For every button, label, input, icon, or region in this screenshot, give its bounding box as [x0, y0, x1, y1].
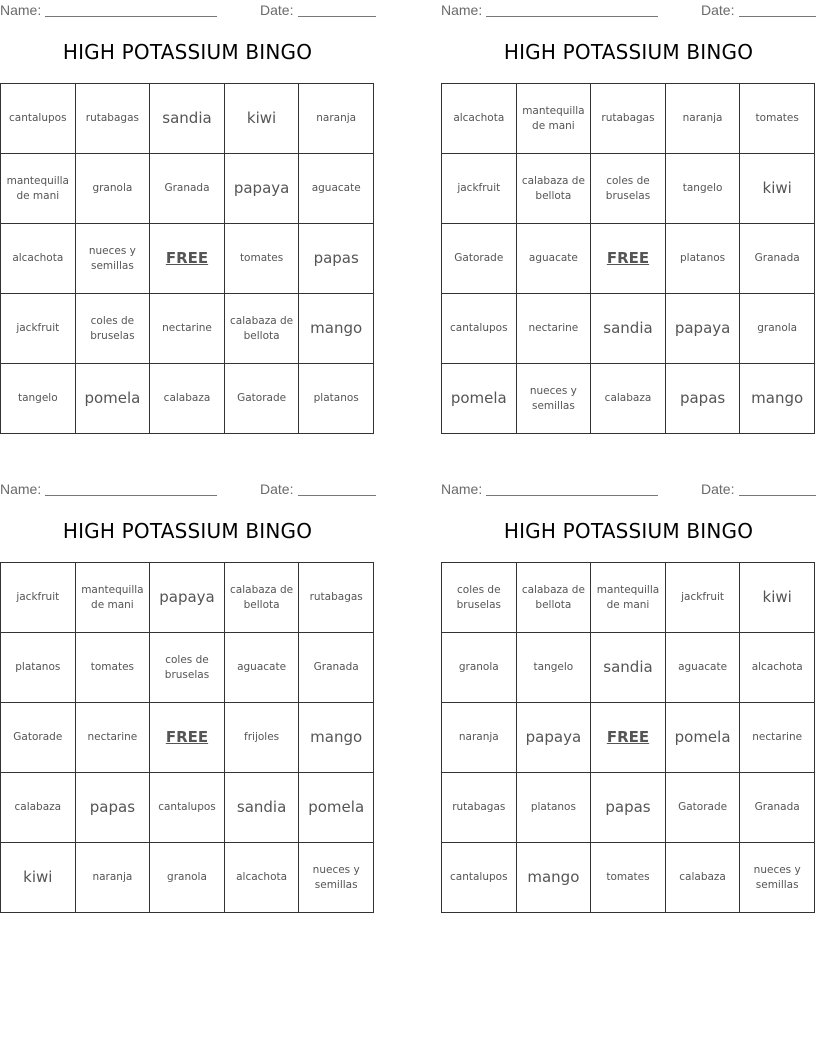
date-label: Date:: [260, 481, 294, 497]
bingo-cell: papas: [665, 364, 740, 434]
name-label: Name:: [441, 2, 483, 18]
card-header: [441, 479, 816, 501]
bingo-cell: nueces y semillas: [516, 364, 591, 434]
bingo-row: [1, 294, 374, 364]
bingo-cell: tomates: [75, 633, 150, 703]
bingo-cell: tangelo: [665, 154, 740, 224]
bingo-cell: jackfruit: [442, 154, 517, 224]
bingo-cell: coles de bruselas: [442, 563, 517, 633]
bingo-cell: mantequilla de mani: [1, 154, 76, 224]
bingo-cell: papas: [75, 773, 150, 843]
bingo-row: [1, 154, 374, 224]
free-space: FREE: [150, 224, 225, 294]
bingo-cell: cantalupos: [150, 773, 225, 843]
bingo-cell: aguacate: [665, 633, 740, 703]
bingo-cell: nectarine: [516, 294, 591, 364]
date-label: Date:: [701, 481, 735, 497]
bingo-cell: mantequilla de mani: [591, 563, 666, 633]
bingo-cell: kiwi: [1, 843, 76, 913]
bingo-cell: papaya: [665, 294, 740, 364]
bingo-cell: coles de bruselas: [75, 294, 150, 364]
card-title: HIGH POTASSIUM BINGO: [503, 519, 754, 543]
name-line: [45, 495, 217, 496]
bingo-cell: sandia: [224, 773, 299, 843]
bingo-cell: calabaza: [591, 364, 666, 434]
bingo-row: [1, 364, 374, 434]
bingo-cell: nueces y semillas: [75, 224, 150, 294]
bingo-cell: mango: [299, 294, 374, 364]
date-line: [739, 495, 816, 496]
bingo-cell: tomates: [740, 84, 815, 154]
bingo-cell: alcachota: [740, 633, 815, 703]
bingo-cell: alcachota: [1, 224, 76, 294]
bingo-cell: nueces y semillas: [740, 843, 815, 913]
bingo-cell: tangelo: [1, 364, 76, 434]
bingo-cell: pomela: [442, 364, 517, 434]
bingo-cell: papaya: [516, 703, 591, 773]
bingo-cell: cantalupos: [1, 84, 76, 154]
free-space: FREE: [591, 224, 666, 294]
bingo-card: [441, 479, 816, 919]
name-line: [486, 495, 658, 496]
bingo-cell: nectarine: [740, 703, 815, 773]
bingo-cell: papaya: [224, 154, 299, 224]
bingo-cell: calabaza de bellota: [224, 563, 299, 633]
bingo-cell: granola: [75, 154, 150, 224]
card-title: HIGH POTASSIUM BINGO: [62, 519, 313, 543]
bingo-cell: mango: [516, 843, 591, 913]
bingo-cell: Granada: [299, 633, 374, 703]
bingo-grid: [0, 83, 374, 434]
name-label: Name:: [0, 2, 42, 18]
bingo-row: [442, 154, 815, 224]
bingo-cell: naranja: [75, 843, 150, 913]
name-label: Name:: [441, 481, 483, 497]
bingo-cell: papas: [591, 773, 666, 843]
card-title: HIGH POTASSIUM BINGO: [503, 40, 754, 64]
bingo-row: [1, 563, 374, 633]
bingo-row: [442, 633, 815, 703]
bingo-cell: cantalupos: [442, 294, 517, 364]
bingo-cell: pomela: [75, 364, 150, 434]
bingo-cell: rutabagas: [591, 84, 666, 154]
bingo-cell: tomates: [591, 843, 666, 913]
bingo-cell: aguacate: [516, 224, 591, 294]
bingo-cell: mantequilla de mani: [516, 84, 591, 154]
bingo-cell: jackfruit: [1, 294, 76, 364]
bingo-cell: tomates: [224, 224, 299, 294]
bingo-row: [1, 843, 374, 913]
bingo-cell: nueces y semillas: [299, 843, 374, 913]
bingo-cell: Gatorade: [442, 224, 517, 294]
bingo-row: [442, 703, 815, 773]
bingo-cell: kiwi: [740, 154, 815, 224]
bingo-cell: coles de bruselas: [591, 154, 666, 224]
name-label: Name:: [0, 481, 42, 497]
bingo-cell: nectarine: [150, 294, 225, 364]
card-header: [0, 0, 375, 22]
bingo-cell: naranja: [442, 703, 517, 773]
bingo-cell: mantequilla de mani: [75, 563, 150, 633]
bingo-cell: nectarine: [75, 703, 150, 773]
bingo-cell: calabaza de bellota: [516, 154, 591, 224]
bingo-cell: kiwi: [740, 563, 815, 633]
bingo-cell: cantalupos: [442, 843, 517, 913]
bingo-cell: aguacate: [224, 633, 299, 703]
bingo-row: [442, 294, 815, 364]
bingo-cell: pomela: [299, 773, 374, 843]
bingo-cell: calabaza: [665, 843, 740, 913]
bingo-cell: mango: [740, 364, 815, 434]
bingo-row: [442, 364, 815, 434]
bingo-cell: sandia: [591, 294, 666, 364]
card-title: HIGH POTASSIUM BINGO: [62, 40, 313, 64]
card-header: [441, 0, 816, 22]
bingo-cell: coles de bruselas: [150, 633, 225, 703]
date-line: [298, 16, 376, 17]
bingo-row: [442, 224, 815, 294]
bingo-cell: jackfruit: [1, 563, 76, 633]
bingo-row: [442, 843, 815, 913]
bingo-cell: sandia: [150, 84, 225, 154]
bingo-row: [1, 773, 374, 843]
bingo-cell: papaya: [150, 563, 225, 633]
bingo-cell: Gatorade: [665, 773, 740, 843]
date-label: Date:: [701, 2, 735, 18]
bingo-row: [442, 773, 815, 843]
bingo-cell: tangelo: [516, 633, 591, 703]
bingo-cell: calabaza de bellota: [224, 294, 299, 364]
bingo-cell: alcachota: [442, 84, 517, 154]
bingo-cell: sandia: [591, 633, 666, 703]
bingo-cell: platanos: [516, 773, 591, 843]
bingo-card: [0, 479, 375, 919]
bingo-grid: [441, 83, 815, 434]
date-line: [739, 16, 816, 17]
bingo-cell: Gatorade: [224, 364, 299, 434]
bingo-cell: calabaza: [1, 773, 76, 843]
bingo-cell: Granada: [150, 154, 225, 224]
bingo-cell: naranja: [665, 84, 740, 154]
bingo-cell: Granada: [740, 773, 815, 843]
free-space: FREE: [591, 703, 666, 773]
date-label: Date:: [260, 2, 294, 18]
bingo-row: [1, 703, 374, 773]
date-line: [298, 495, 376, 496]
bingo-cell: Gatorade: [1, 703, 76, 773]
bingo-cell: frijoles: [224, 703, 299, 773]
bingo-cell: kiwi: [224, 84, 299, 154]
bingo-cell: granola: [740, 294, 815, 364]
bingo-row: [1, 84, 374, 154]
bingo-cell: naranja: [299, 84, 374, 154]
bingo-row: [1, 633, 374, 703]
bingo-cell: pomela: [665, 703, 740, 773]
name-line: [486, 16, 658, 17]
bingo-cell: Granada: [740, 224, 815, 294]
bingo-cell: platanos: [299, 364, 374, 434]
bingo-cell: alcachota: [224, 843, 299, 913]
bingo-cell: rutabagas: [299, 563, 374, 633]
bingo-cell: granola: [442, 633, 517, 703]
name-line: [45, 16, 217, 17]
bingo-cell: platanos: [665, 224, 740, 294]
bingo-cell: calabaza de bellota: [516, 563, 591, 633]
bingo-card: [441, 0, 816, 440]
bingo-cell: jackfruit: [665, 563, 740, 633]
bingo-cell: mango: [299, 703, 374, 773]
bingo-cell: granola: [150, 843, 225, 913]
bingo-grid: [441, 562, 815, 913]
card-header: [0, 479, 375, 501]
bingo-row: [442, 563, 815, 633]
bingo-card: [0, 0, 375, 440]
bingo-cell: calabaza: [150, 364, 225, 434]
bingo-cell: papas: [299, 224, 374, 294]
bingo-cell: rutabagas: [75, 84, 150, 154]
free-space: FREE: [150, 703, 225, 773]
bingo-row: [442, 84, 815, 154]
bingo-grid: [0, 562, 374, 913]
bingo-cell: platanos: [1, 633, 76, 703]
bingo-cell: rutabagas: [442, 773, 517, 843]
bingo-cell: aguacate: [299, 154, 374, 224]
bingo-row: [1, 224, 374, 294]
